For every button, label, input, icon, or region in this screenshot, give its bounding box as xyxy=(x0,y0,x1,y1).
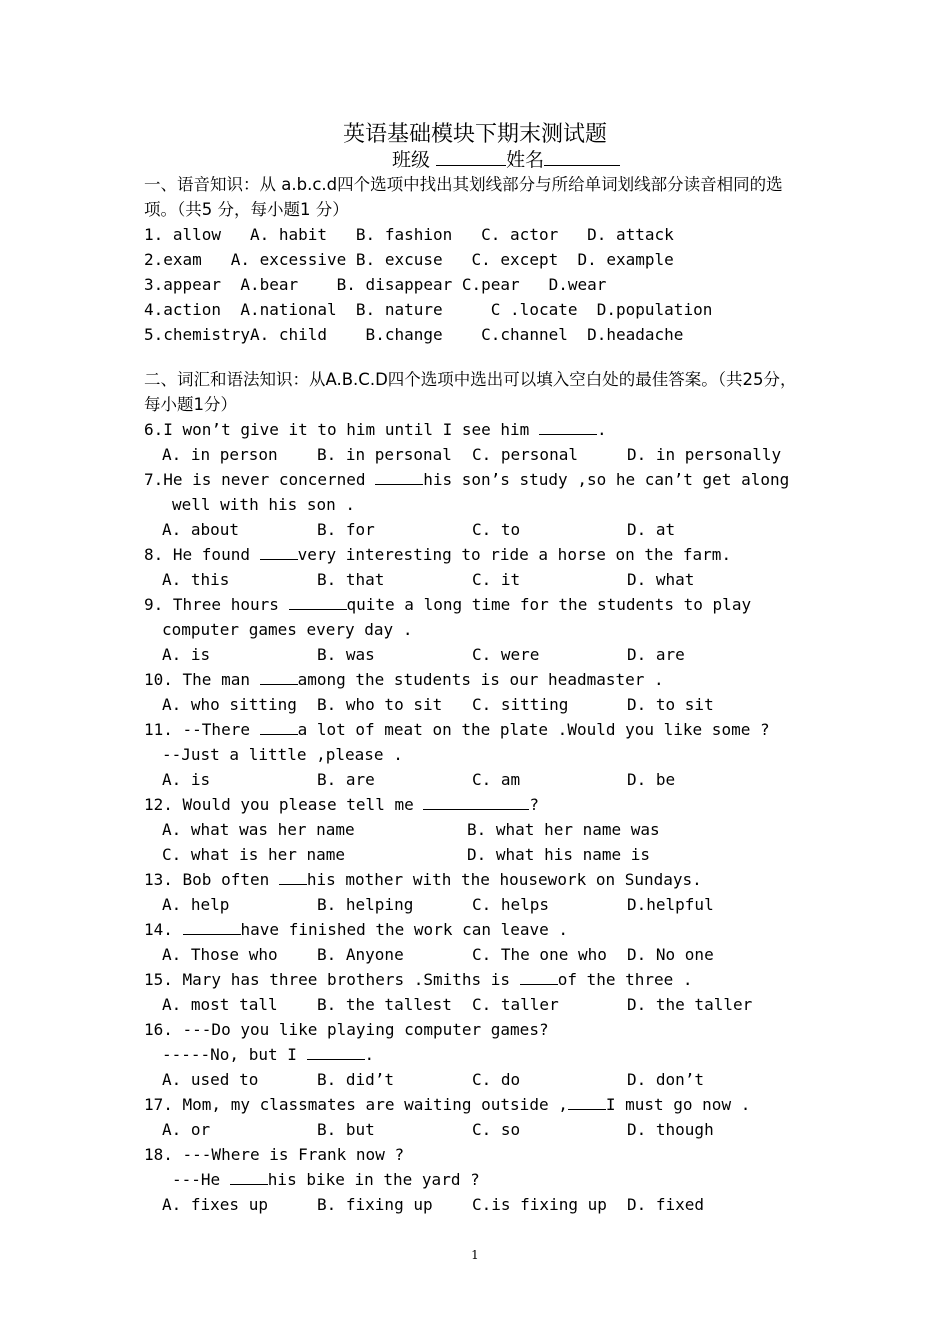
q10-blank[interactable] xyxy=(260,667,298,685)
q16-option-c[interactable]: C. do xyxy=(472,1070,521,1089)
q9-text: 9. Three hours xyxy=(144,595,289,614)
q15-options xyxy=(144,992,812,1017)
q7-option-d[interactable]: D. at xyxy=(627,520,676,539)
q9-text-end: quite a long time for the students to play xyxy=(346,595,752,614)
q16-options xyxy=(144,1067,812,1092)
q11-option-b[interactable]: B. are xyxy=(317,770,375,789)
q8-text-end: very interesting to ride a horse on the farm. xyxy=(297,545,732,564)
q7-options xyxy=(144,517,812,542)
page-title: 英语基础模块下期末测试题 xyxy=(342,122,607,147)
q17-option-c[interactable]: C. so xyxy=(472,1120,521,1139)
q13-text-end: his mother with the housework on Sundays. xyxy=(306,870,702,889)
question-14 xyxy=(144,917,812,942)
q9-options xyxy=(144,642,812,667)
q15-text-end: of the three . xyxy=(557,970,693,989)
q15-option-d[interactable]: D. the taller xyxy=(627,995,753,1014)
q15-option-b[interactable]: B. the tallest xyxy=(317,995,452,1014)
question-10 xyxy=(144,667,812,692)
q14-text: 14. xyxy=(144,920,183,939)
question-17 xyxy=(144,1092,812,1117)
class-blank[interactable] xyxy=(436,148,506,166)
q8-option-d[interactable]: D. what xyxy=(627,570,695,589)
q9-option-d[interactable]: D. are xyxy=(627,645,685,664)
q10-text: 10. The man xyxy=(144,670,260,689)
q13-options xyxy=(144,892,812,917)
q16-option-d[interactable]: D. don’t xyxy=(627,1070,705,1089)
q13-blank[interactable] xyxy=(279,867,307,885)
q15-blank[interactable] xyxy=(520,967,558,985)
q12-options-ab xyxy=(144,817,812,842)
q13-text: 13. Bob often xyxy=(144,870,279,889)
section1-heading: 一、语音知识：从 a.b.c.d四个选项中找出其划线部分与所给单词划线部分读音相同的选项。（共5 分，每小题1 分） xyxy=(144,175,783,219)
q6-text: 6.I won’t give it to him until I see him xyxy=(144,420,539,439)
q9-option-b[interactable]: B. was xyxy=(317,645,375,664)
q18-option-d[interactable]: D. fixed xyxy=(627,1195,705,1214)
q7-option-a[interactable]: A. about xyxy=(162,520,240,539)
q9-option-a[interactable]: A. is xyxy=(162,645,211,664)
q11-options xyxy=(144,767,812,792)
q7-text: 7.He is never concerned xyxy=(144,470,376,489)
q13-option-a[interactable]: A. help xyxy=(162,895,230,914)
q16-answer-line xyxy=(144,1042,812,1067)
q14-options xyxy=(144,942,812,967)
q15-option-a[interactable]: A. most tall xyxy=(162,995,278,1014)
q16-blank[interactable] xyxy=(307,1042,365,1060)
q6-options xyxy=(144,442,812,467)
question-3: 3.appear A.bear B. disappear C.pear D.wear xyxy=(144,275,607,294)
question-2: 2.exam A. excessive B. excuse C. except D. example xyxy=(144,250,674,269)
q6-option-d[interactable]: D. in personally xyxy=(627,445,782,464)
q7-option-c[interactable]: C. to xyxy=(472,520,521,539)
q8-blank[interactable] xyxy=(260,542,298,560)
q18-blank[interactable] xyxy=(230,1167,268,1185)
section2-heading: 二、词汇和语法知识：从A.B.C.D四个选项中选出可以填入空白处的最佳答案。（共25分，每小题1分） xyxy=(144,370,797,414)
q12-blank[interactable] xyxy=(423,792,529,810)
question-18: 18. ---Where is Frank now ? xyxy=(144,1145,405,1164)
q10-option-b[interactable]: B. who to sit xyxy=(317,695,443,714)
q10-option-c[interactable]: C. sitting xyxy=(472,695,569,714)
question-6 xyxy=(144,417,812,442)
q8-option-a[interactable]: A. this xyxy=(162,570,230,589)
q18-text-end: his bike in the yard ? xyxy=(267,1170,480,1189)
q17-blank[interactable] xyxy=(568,1092,606,1110)
question-15 xyxy=(144,967,812,992)
q12-text: 12. Would you please tell me xyxy=(144,795,424,814)
q12-text-end: ? xyxy=(529,795,539,814)
question-7 xyxy=(144,467,812,492)
q14-text-end: have finished the work can leave . xyxy=(240,920,569,939)
q16-text-end: . xyxy=(364,1045,375,1064)
q12-option-a[interactable]: A. what was her name xyxy=(162,820,355,839)
question-16: 16. ---Do you like playing computer games? xyxy=(144,1020,549,1039)
q17-option-a[interactable]: A. or xyxy=(162,1120,211,1139)
q8-option-c[interactable]: C. it xyxy=(472,570,521,589)
q17-option-b[interactable]: B. but xyxy=(317,1120,375,1139)
q13-option-c[interactable]: C. helps xyxy=(472,895,550,914)
q17-text: 17. Mom, my classmates are waiting outside , xyxy=(144,1095,568,1114)
q18-option-b[interactable]: B. fixing up xyxy=(317,1195,433,1214)
q18-options xyxy=(144,1192,812,1217)
q14-option-a[interactable]: A. Those who xyxy=(162,945,278,964)
q8-text: 8. He found xyxy=(144,545,260,564)
q8-options xyxy=(144,567,812,592)
q17-text-end: I must go now . xyxy=(605,1095,751,1114)
q16-option-b[interactable]: B. did’t xyxy=(317,1070,395,1089)
q11-blank[interactable] xyxy=(260,717,298,735)
q14-option-c[interactable]: C. The one who xyxy=(472,945,607,964)
q18-option-a[interactable]: A. fixes up xyxy=(162,1195,268,1214)
q14-option-d[interactable]: D. No one xyxy=(627,945,714,964)
question-1: 1. allow A. habit B. fashion C. actor D. attack xyxy=(144,225,674,244)
q11-option-a[interactable]: A. is xyxy=(162,770,211,789)
q11-text-end: a lot of meat on the plate .Would you like some ? xyxy=(297,720,770,739)
q9-blank[interactable] xyxy=(289,592,347,610)
question-4: 4.action A.national B. nature C .locate D.population xyxy=(144,300,713,319)
q12-option-b[interactable]: B. what her name was xyxy=(467,820,660,839)
q13-option-b[interactable]: B. helping xyxy=(317,895,414,914)
q6-option-a[interactable]: A. in person xyxy=(162,445,278,464)
q12-option-d[interactable]: D. what his name is xyxy=(467,845,651,864)
q18-text: ---He xyxy=(172,1170,230,1189)
q14-blank[interactable] xyxy=(183,917,241,935)
q17-option-d[interactable]: D. though xyxy=(627,1120,714,1139)
q6-blank[interactable] xyxy=(539,417,597,435)
q6-text-end: . xyxy=(596,420,607,439)
q9-option-c[interactable]: C. were xyxy=(472,645,540,664)
q7-blank[interactable] xyxy=(375,467,423,485)
q10-text-end: among the students is our headmaster . xyxy=(297,670,664,689)
q7-option-b[interactable]: B. for xyxy=(317,520,375,539)
q12-option-c[interactable]: C. what is her name xyxy=(162,845,346,864)
q6-option-b[interactable]: B. in personal xyxy=(317,445,452,464)
q11-option-c[interactable]: C. am xyxy=(472,770,521,789)
q10-option-d[interactable]: D. to sit xyxy=(627,695,714,714)
q10-option-a[interactable]: A. who sitting xyxy=(162,695,297,714)
q12-options-cd xyxy=(144,842,812,867)
q16-option-a[interactable]: A. used to xyxy=(162,1070,259,1089)
exam-body xyxy=(144,172,812,1217)
name-label: 姓名 xyxy=(506,149,545,171)
question-5: 5.chemistryA. child B.change C.channel D.headache xyxy=(144,325,684,344)
question-12 xyxy=(144,792,812,817)
q9-continued: computer games every day . xyxy=(162,620,413,639)
q16-text: -----No, but I xyxy=(162,1045,307,1064)
q6-option-c[interactable]: C. personal xyxy=(472,445,578,464)
question-11 xyxy=(144,717,812,742)
q14-option-b[interactable]: B. Anyone xyxy=(317,945,404,964)
page-number: 1 xyxy=(471,1248,479,1262)
q11-option-d[interactable]: D. be xyxy=(627,770,676,789)
q10-options xyxy=(144,692,812,717)
q13-option-d[interactable]: D.helpful xyxy=(627,895,714,914)
name-blank[interactable] xyxy=(544,148,620,166)
q15-text: 15. Mary has three brothers .Smiths is xyxy=(144,970,520,989)
q7-text-end: his son’s study ,so he can’t get along xyxy=(423,470,790,489)
q18-option-c[interactable]: C.is fixing up xyxy=(472,1195,607,1214)
q17-options xyxy=(144,1117,812,1142)
question-8 xyxy=(144,542,812,567)
q11-text: 11. --There xyxy=(144,720,260,739)
q8-option-b[interactable]: B. that xyxy=(317,570,385,589)
q11-continued: --Just a little ,please . xyxy=(162,745,403,764)
class-name-line xyxy=(392,147,620,173)
question-13 xyxy=(144,867,812,892)
q15-option-c[interactable]: C. taller xyxy=(472,995,559,1014)
class-label: 班级 xyxy=(392,149,431,171)
q18-answer-line xyxy=(144,1167,812,1192)
q7-continued: well with his son . xyxy=(172,495,356,514)
question-9 xyxy=(144,592,812,617)
